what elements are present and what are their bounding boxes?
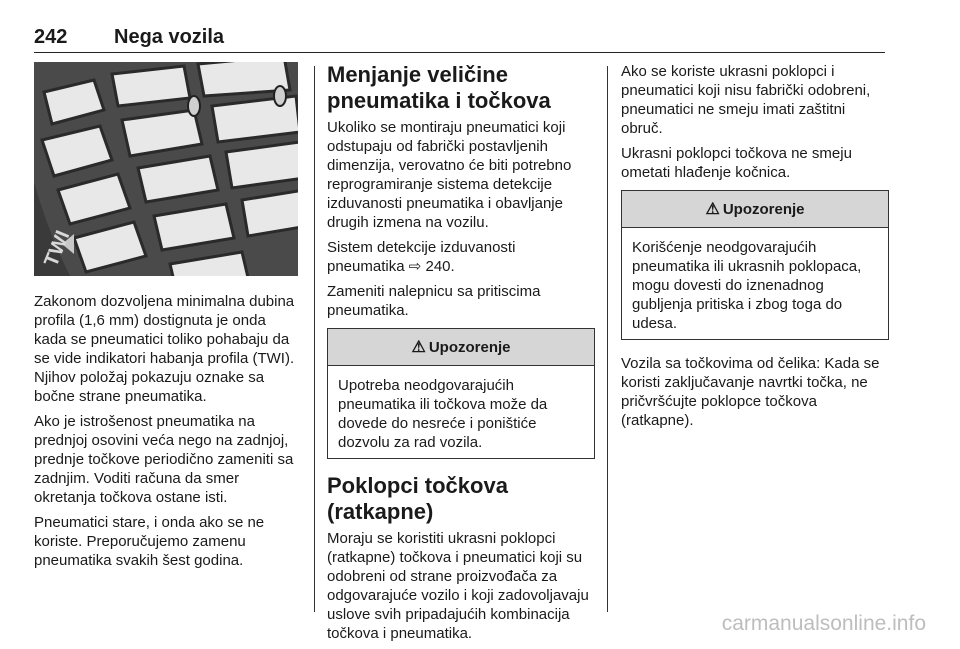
section-title: Nega vozila [114, 26, 225, 48]
paragraph: Ako se koriste ukrasni poklopci i pneumatici koji nisu fabrički odobreni, pneumatici ne smeju imati zaštitni obruč. [621, 63, 871, 137]
paragraph: Moraju se koristiti ukrasni poklopci (ratkapne) točkova i pneumatici koji su odobreni od strane proizvođača za odgovarajuće vozilo i koji zadovoljavaju uslove svih pripadajućih kombinacija točkova i pneumatika. [327, 530, 589, 642]
warning-icon: ⚠ [705, 200, 720, 218]
heading: Menjanje veličine pneumatika i točkova [327, 62, 551, 113]
warning-title: Upozorenje [428, 338, 511, 356]
warning-box [621, 190, 889, 340]
warning-box [327, 328, 595, 459]
paragraph: Ukrasni poklopci točkova ne smeju ometati hlađenje kočnica. [621, 145, 852, 181]
warning-text: Korišćenje neodgovarajućih pneumatika ili ukrasnih poklopaca, mogu dovesti do iznenadnog gubljenja pritiska i zbog toga do udesa. [632, 239, 862, 332]
paragraph: Ukoliko se montiraju pneumatici koji odstupaju od fabrički postavljenih dimenzija, verovatno će biti potrebno reprogramiranje sistema detekcije izduvanosti pneumatika i obavljanje drugih izmena na vozilu. [327, 119, 572, 231]
page-header [34, 26, 885, 53]
heading: Poklopci točkova (ratkapne) [327, 473, 508, 524]
paragraph: Ako je istrošenost pneumatika na prednjoj osovini veća nego na zadnjoj, prednje točkove periodično zameniti sa zadnjim. Voditi računa da smer okretanja točkova ostane isti. [34, 413, 294, 506]
column-left [34, 62, 300, 576]
warning-header [622, 191, 888, 228]
column-divider [607, 66, 608, 612]
warning-text: Upotreba neodgovarajućih pneumatika ili točkova može da dovede do nesreće i poništiće dozvolu za rad vozila. [338, 377, 548, 451]
page-number: 242 [34, 26, 68, 48]
paragraph: Zakonom dozvoljena minimalna dubina profila (1,6 mm) dostignuta je onda kada se pneumatici toliko pohabaju da se vide indikatori habanja profila (TWI). Njihov položaj pokazuju oznake sa bočne strane pneumatika. [34, 293, 295, 405]
paragraph: Sistem detekcije izduvanosti pneumatika ⇨ 240. [327, 239, 516, 275]
column-right [621, 62, 889, 436]
warning-icon: ⚠ [411, 338, 426, 356]
warning-title: Upozorenje [722, 200, 805, 218]
tire-tread-figure [34, 62, 298, 276]
column-middle [327, 62, 595, 649]
column-divider [314, 66, 315, 612]
warning-header [328, 329, 594, 366]
twi-label: TWI [40, 227, 75, 270]
paragraph: Zameniti nalepnicu sa pritiscima pneumatika. [327, 283, 541, 319]
page-reference: 240. [425, 258, 455, 275]
watermark: carmanualsonline.info [721, 612, 926, 635]
paragraph: Pneumatici stare, i onda ako se ne koriste. Preporučujemo zamenu pneumatika svakih šest godina. [34, 514, 265, 569]
page-ref-arrow-icon: ⇨ [408, 258, 422, 275]
paragraph: Vozila sa točkovima od čelika: Kada se koristi zaključavanje navrtki točka, ne pričvršćujte poklopce točkova (ratkapne). [621, 355, 880, 429]
